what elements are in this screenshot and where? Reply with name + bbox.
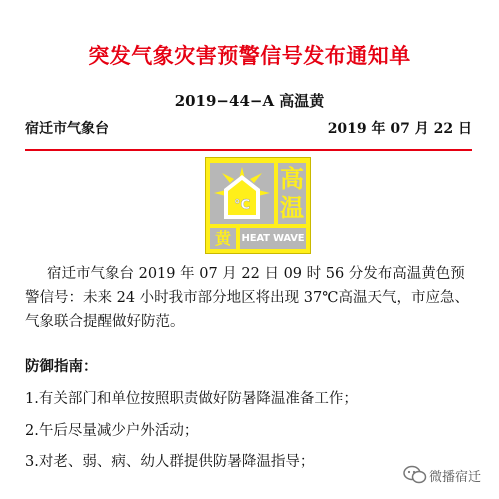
notice-title: 突发气象灾害预警信号发布通知单 <box>88 43 411 68</box>
guide-item-3: 3.对老、弱、病、幼人群提供防暑降温指导； <box>25 454 315 470</box>
issuer-name: 宿迁市气象台 <box>25 121 109 137</box>
header-divider <box>25 149 472 151</box>
high-temp-char-2: 温 <box>280 193 304 222</box>
high-temp-char-1: 高 <box>280 164 304 193</box>
wechat-watermark <box>401 463 491 487</box>
level-label-box <box>210 228 236 249</box>
guide-heading: 防御指南： <box>25 358 98 375</box>
watermark-text: 微播宿迁 <box>429 470 482 485</box>
announcement-paragraph: 宿迁市气象台 2019 年 07 月 22 日 09 时 56 分发布高温黄色预警信号：未来 24 小时我市部分地区将出现 37℃高温天气，市应急、气象联合提醒做好防范。 <box>25 266 469 330</box>
thermometer-sun-icon <box>210 163 274 224</box>
high-temp-label-box <box>278 163 306 224</box>
level-char-yellow: 黄 <box>214 229 231 248</box>
wechat-bubble-icon <box>403 464 427 486</box>
heat-wave-label-box <box>240 228 306 249</box>
high-temperature-yellow-warning-badge <box>205 157 311 254</box>
degree-celsius-label: °C <box>233 198 251 213</box>
issue-date: 2019 年 07 月 22 日 <box>327 121 472 137</box>
notice-number: 2019−44−A 高温黄 <box>174 92 325 110</box>
guide-item-2: 2.午后尽量减少户外活动； <box>25 423 199 439</box>
heat-wave-label: HEAT WAVE <box>241 233 305 244</box>
guide-item-1: 1.有关部门和单位按照职责做好防暑降温准备工作； <box>25 391 358 407</box>
